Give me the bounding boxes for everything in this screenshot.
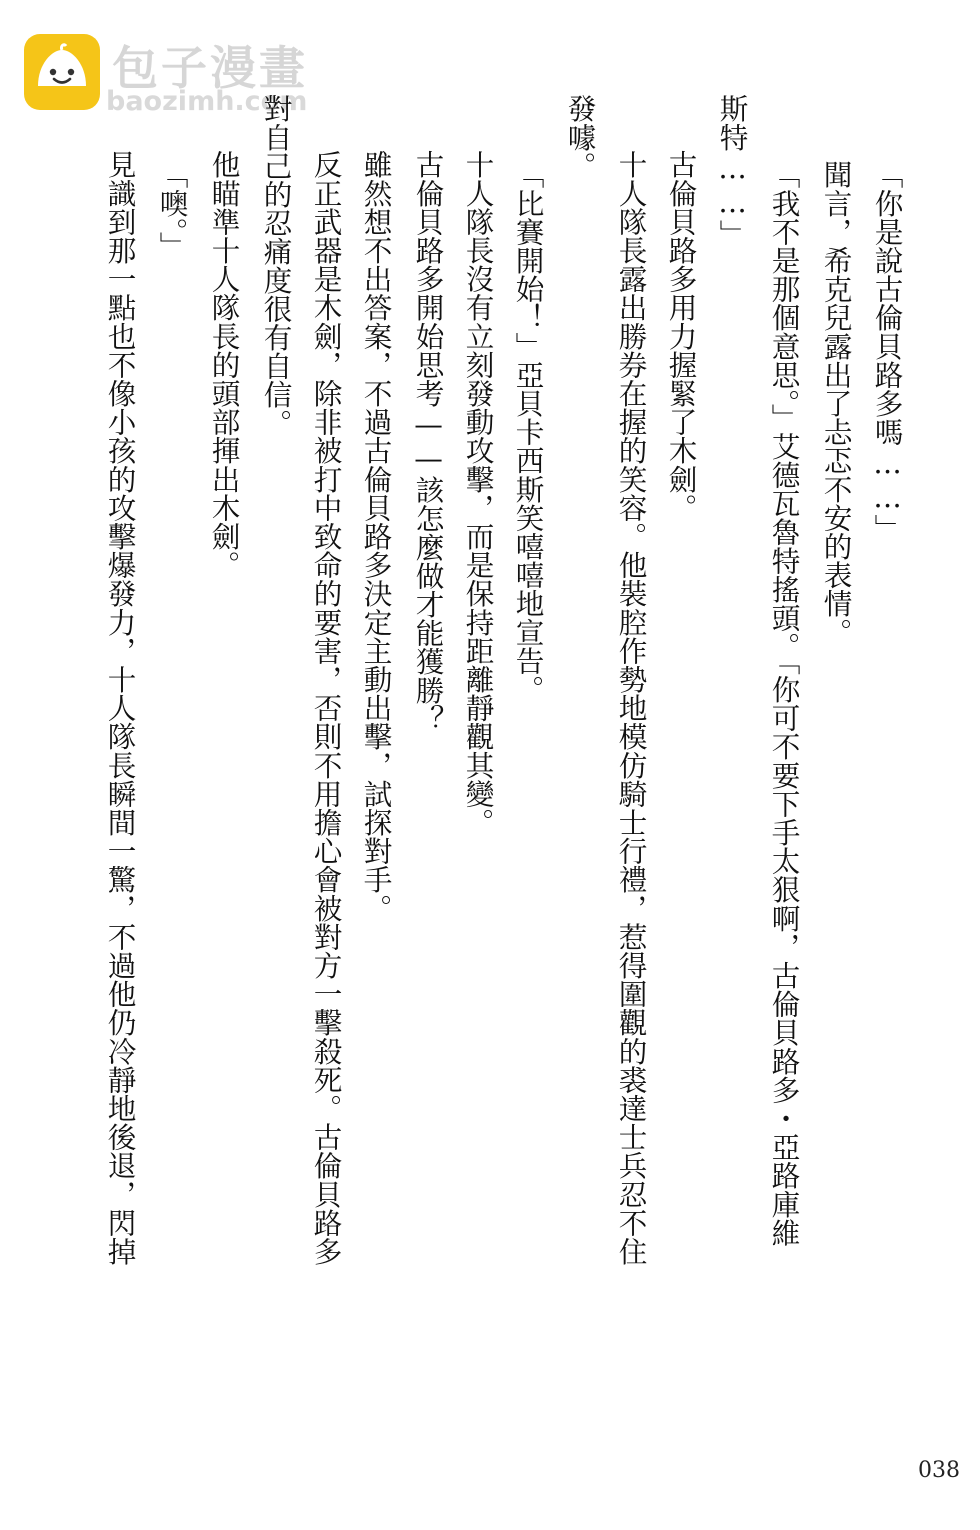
text-column: 「比賽開始！」亞貝卡西斯笑嘻嘻地宣告。 bbox=[511, 160, 546, 704]
watermark-url: baozimh.com bbox=[106, 86, 308, 117]
text-column: 反正武器是木劍，除非被打中致命的要害，否則不用擔心會被對方一擊殺死。古倫貝路多 bbox=[309, 150, 344, 1266]
text-column: 十人隊長沒有立刻發動攻擊，而是保持距離靜觀其變。 bbox=[461, 150, 496, 837]
text-column: 十人隊長露出勝券在握的笑容。他裝腔作勢地模仿騎士行禮，惹得圍觀的裘達士兵忍不住 bbox=[614, 150, 649, 1266]
text-column: 聞言，希克兒露出了忐忑不安的表情。 bbox=[819, 160, 854, 647]
text-column: 斯特……」 bbox=[715, 94, 750, 248]
watermark-title: 包子漫畫 bbox=[112, 41, 308, 95]
page-number: 038 bbox=[918, 1458, 960, 1483]
text-column: 古倫貝路多用力握緊了木劍。 bbox=[664, 150, 699, 522]
bun-face-icon bbox=[24, 34, 100, 110]
text-column: 古倫貝路多開始思考——該怎麼做才能獲勝？ bbox=[411, 150, 446, 733]
text-column: 「我不是那個意思。」艾德瓦魯特搖頭。「你可不要下手太狠啊，古倫貝路多・亞路庫維 bbox=[767, 160, 802, 1247]
text-column: 見識到那一點也不像小孩的攻擊爆發力，十人隊長瞬間一驚，不過他仍冷靜地後退，閃掉 bbox=[103, 150, 138, 1266]
text-column: 他瞄準十人隊長的頭部揮出木劍。 bbox=[207, 150, 242, 579]
text-column: 雖然想不出答案，不過古倫貝路多決定主動出擊，試探對手。 bbox=[359, 150, 394, 923]
text-column: 對自己的忍痛度很有自信。 bbox=[259, 94, 294, 438]
text-column: 「你是說古倫貝路多嗎……」 bbox=[870, 160, 905, 543]
text-column: 發噱。 bbox=[563, 94, 598, 180]
text-column: 「噢。」 bbox=[155, 160, 190, 261]
